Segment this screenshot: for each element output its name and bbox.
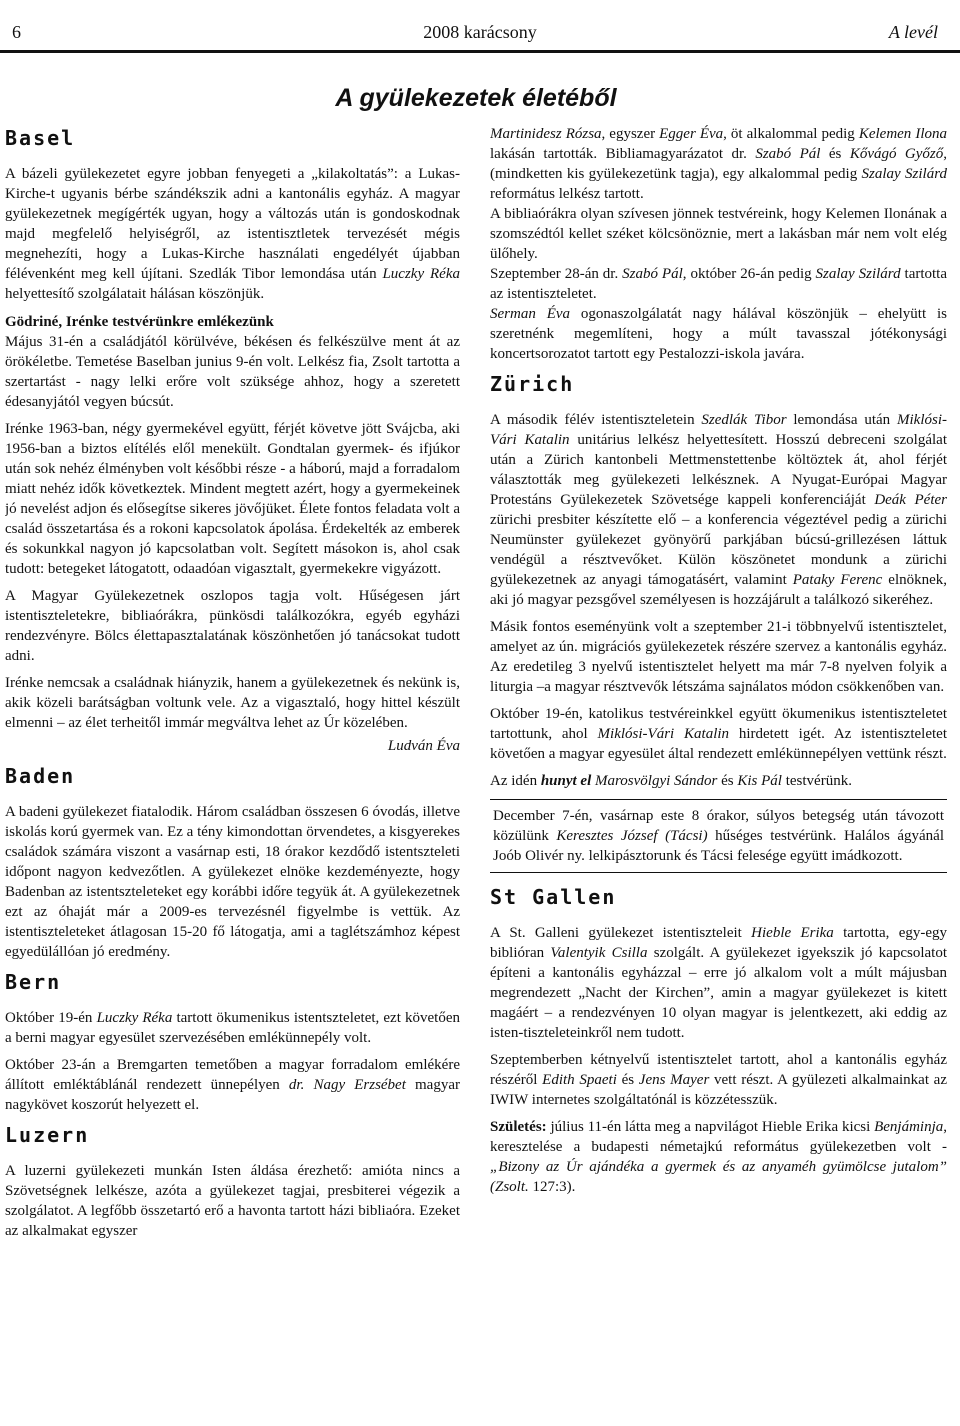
luzern-continued [490, 124, 947, 364]
quote: „Bizony az Úr ajándéka a gyermek és az anyaméh gyümölcse jutalom” (Zsolt. [490, 1159, 947, 1195]
page-header [0, 0, 960, 60]
stgallen-p2 [490, 1050, 947, 1110]
stgallen-p3 [490, 1117, 947, 1197]
text: július 11-én látta meg a napvilágot Hieble Erika kicsi [546, 1119, 875, 1135]
luzern-paragraph: A luzerni gyülekezeti munkán Isten áldása érezhető: amióta nincs a Szövetségnek lelkésze, azóta a gyülekezet tagjai, presbiterei végezik a szolgálatot. A legfőbb összetartó erő a havonta tartott házi bibliaóra. Ezeket az alkalmakat egyszer [5, 1163, 460, 1239]
name: Kelemen Ilona [858, 126, 947, 142]
bern-p2-a: Október 23-án a Bremgarten temetőben a magyar forradalom emlékére állított emléktáblánál rendezett ünnepélyen [5, 1057, 460, 1093]
text: unitárius lelkész helyettesített. Hosszú debreceni szolgálat után a Zürich kantonbeli Mettmenstettenbe költöztek át, ahol férjét választották meg gyülekezeti lelkésznek. A Nyugat-Európai Magyar Protestáns Gyülekezetek Szövetsége kappeli konferenciáját [490, 432, 947, 508]
text: hűséges testvérünk. Halálos ágyánál Joób Olivér ny. lelkipásztorunk és Tácsi felesége együtt imádkozott. [493, 828, 945, 864]
text: hirdetett igét. Az istentiszteletet követően a magyar egyesület által rendezett emlékünnepélyen vettünk részt. [490, 726, 947, 762]
publication-title: A levél [888, 22, 938, 42]
zurich-p1 [490, 410, 947, 610]
bern-p2-b: magyar nagykövet koszorút helyezett el. [5, 1077, 460, 1113]
text: A St. Galleni gyülekezet istentiszteleit [490, 925, 752, 941]
text: 127:3). [528, 1179, 576, 1195]
header-rule [0, 50, 960, 53]
left-column [5, 128, 460, 1426]
text: református lelkész tartott. [490, 186, 644, 202]
luzern-cont-p3 [490, 264, 947, 304]
basel-paragraph [5, 164, 460, 304]
text: és [616, 1072, 639, 1088]
name: Keresztes József (Tácsi) [556, 828, 708, 844]
text: vett részt. A gyülezeti alkalmainkat az IWIW internetes szolgáltatónál is közzétesszük. [490, 1072, 947, 1108]
basel-name: Luczky Réka [382, 266, 460, 282]
heading-stgallen: St Gallen [490, 885, 617, 909]
name: Deák Péter [874, 492, 947, 508]
name: Serman Éva [490, 306, 571, 322]
bern-p2-name: dr. Nagy Erzsébet [288, 1077, 406, 1093]
text: ogonaszolgálatát nagy hálával köszönjük – ehelyütt is szeretnénk megemlíteni, hogy a múlt tavasszal jótékonysági koncertsorozatot tartott egy Pestalozzi-iskola javára. [490, 306, 947, 362]
name: Szedlák Tibor [701, 412, 787, 428]
signature: Ludván Éva [387, 738, 460, 754]
page-number: 6 [12, 22, 21, 42]
luzern-cont-p1 [490, 124, 947, 204]
text: elnöknek, aki jó magyar pezsgővel személyesen is hozzájárult a találkozó sikeréhez. [490, 572, 947, 608]
text: Szeptember 28-án dr. [490, 266, 623, 282]
text: , (mindketten kis gyülekezetünk tagja), egy alkalommal pedig [490, 146, 947, 182]
obituary-box [490, 799, 947, 873]
name: Benjáminja [874, 1119, 944, 1135]
zurich-p4 [490, 771, 947, 791]
name: Szalay Szilárd [861, 166, 947, 182]
basel-text: A bázeli gyülekezetet egyre jobban fenyegeti a „kilakoltatás”: a Lukas-Kirche-t ugyanis bérbe szándékszik adni a kantonális egyház. A magyar gyülekezetnek megígérték ugyan, hogy a változás után is gondoskodnak majd megfelelő helyiségről, az istentisztletek tervezését mégis megnehezíti, hogy a Lukas-Kirche használati engedélyét újabban félévenként meg kell újítani. Szedlák Tibor lemondása után [5, 166, 460, 282]
bern-p1-b: tartott ökumenikus istentszteletet, ezt követően a berni magyar egyesület szervezésében emlékünnepély volt. [5, 1010, 460, 1046]
name: Jens Mayer [638, 1072, 710, 1088]
text: zürichi presbiter készítette elő – a konferencia végeztével pedig a zürichi Neumünster gyülekezet gyönyörű parkjában búcsú-grillezésen láttuk vendégül a résztvevőket. Külön köszönetet mondunk a zürichi gyülekezetnek az anyagi támogatásért, valamint [490, 512, 947, 588]
text: és [717, 773, 738, 789]
name: Hieble Erika [751, 925, 834, 941]
text: szolgált. A gyülekezet igyekszik jó kapcsolatot építeni a kantonális egyházzal – erre jó alkalom volt a múlt májusban megrendezett „Nacht der Kirchen”, amin a magyar gyülekezet is kitett magáért – a rendezvényen 10 olyan magyar is jelentkezett, aki eddig az isten-tiszteleteinkről nem tudott. [490, 945, 947, 1041]
heading-bern: Bern [5, 970, 62, 994]
basel-text-end: helyettesítő szolgálatait hálásan köszönjük. [5, 286, 265, 302]
luzern-cont-p2: A bibliaórákra olyan szívesen jönnek testvéreink, hogy Kelemen Ilonának a szomszédtól kellet széket kölcsönöznie, mert a lakásban már nem volt elég ülőhely. [490, 206, 947, 262]
name: Szabó Pál [755, 146, 821, 162]
text: , egyszer [601, 126, 660, 142]
text: tartotta az istentiszteletet. [490, 266, 947, 302]
godrine-p3: A Magyar Gyülekezetnek oszlopos tagja volt. Hűségesen járt istentiszteletekre, bibliaórákra, pünkösdi találkozókra, egyéb egyházi rendezvényre. Bölcs élettapasztalatának köszönhetően jó tanácsokat tudott adni. [5, 588, 460, 664]
text: tartotta, egy-egy biblióran [490, 925, 947, 961]
godrine-p4: Irénke nemcsak a családnak hiányzik, hanem a gyülekezetnek és nekünk is, akik közeli barátságban voltunk vele. Az a vigasztaló, hogy hittel készült elmenni – az élet terheitől immár megváltva lehet az Úr közelében. [5, 675, 460, 731]
text: és [820, 146, 850, 162]
name: Edith Spaeti [542, 1072, 617, 1088]
name: Kővágó Győző [849, 146, 944, 162]
name: Marosvölgyi Sándor [591, 773, 718, 789]
text: Szeptemberben kétnyelvű istentisztelet tartott, ahol a kantonális egyház részéről [490, 1052, 947, 1088]
text: testvérünk. [781, 773, 852, 789]
name: Szabó Pál [622, 266, 683, 282]
baden-paragraph: A badeni gyülekezet fiatalodik. Három családban összesen 6 óvodás, illetve iskolás korú gyermek van. Ez a tény kimondottan örvendetes, a kisgyerekes családok számára viszont a vasárnap esti, 18 órakor kezdődő istentszteleti időpont nagyon kedvezőtlen. A gyülekezet elnöke kezdeményezte, hogy Badenban az istentszteleteket egy korábbi időre tegyük át. A gyülekezetnek ezt az óhaját már a 2009-es tervezésnél figyelmbe is vettük. Az istentiszteleteket átlagosan 15-20 fő látogatja, ami a taglétszámhoz képest egyedülállóan jó eredmény. [5, 804, 460, 960]
zurich-p2: Másik fontos eseményünk volt a szeptember 21-i többnyelvű istentisztelet, amelyet az ún. migrációs gyülekezetek részére szervez a kantonális egyház. Az eredetileg 3 nyelvű istentisztelet helyett ma már 7-8 nyelven folyik a liturgia –a magyar résztvevők létszáma sajnálatos módon csökkenőben van. [490, 619, 947, 695]
issue-label: 2008 karácsony [423, 22, 537, 42]
name: Kis Pál [737, 773, 782, 789]
luzern-cont-p4 [490, 304, 947, 364]
heading-luzern: Luzern [5, 1123, 90, 1147]
godrine-p1: Május 31-én a családjától körülvéve, békésen és felkészülve ment át az örökéletbe. Temetése Baselban junius 9-én volt. Lelkész fia, Zsolt tartotta a szertartást - nagy lelki erőre volt szüksége ahhoz, hogy a szeretett édesanyjától vegyen búcsút. [5, 334, 460, 410]
text: Az idén [490, 773, 541, 789]
heading-godrine: Gödriné, Irénke testvérünkre emlékezünk [5, 314, 274, 330]
name: Martinidesz Rózsa [490, 126, 602, 142]
section-title: A gyülekezetek életéből [335, 84, 617, 112]
stgallen-p1 [490, 923, 947, 1043]
obituary-text [493, 806, 944, 866]
right-column [490, 124, 947, 1426]
bern-p1 [5, 1008, 460, 1048]
godrine-p2: Irénke 1963-ban, négy gyermekével együtt, férjét követve jött Svájcba, aki 1956-ban a biztos elítélés elől menekült. Gondtalan gyermek- és ifjúkor után sok nehéz élményben volt későbbi része - a háború, majd a forradalom miatt nehéz idők következtek. Mindent megtett azért, hogy a gyermekeinek jó nevelést adjon és elősegítse sikeres jövőjüket. Élete fontos feladata volt a család összetartása és a rokoni kapcsolatok ápolása. Érdekelték az emberek és sokunkkal nagyon jó kapcsolatban volt. Segített másokon is, ahol csak tudott: betegeket látogatott, odaadóan vigasztalt, gyermekekre vigyázott. [5, 421, 460, 577]
bold-text: hunyt el [540, 773, 592, 789]
text: A második félév istentiszteletein [490, 412, 702, 428]
text: lemondása után [786, 412, 897, 428]
name: Valentyik Csilla [550, 945, 648, 961]
heading-basel: Basel [5, 128, 76, 150]
name: Miklósi-Vári Katalin [490, 412, 947, 448]
bold-label: Születés: [490, 1119, 547, 1135]
name: Miklósi-Vári Katalin [597, 726, 730, 742]
text: , öt alkalommal pedig [723, 126, 859, 142]
name: Egger Éva [659, 126, 724, 142]
heading-zurich: Zürich [490, 372, 575, 396]
text: , keresztelése a budapesti németajkú református gyülekezetben volt - [490, 1119, 947, 1155]
bern-p1-name: Luczky Réka [96, 1010, 173, 1026]
text: December 7-én, vasárnap este 8 órakor, súlyos betegség után távozott közülünk [493, 808, 944, 844]
zurich-p3 [490, 704, 947, 764]
name: Pataky Ferenc [792, 572, 883, 588]
bern-p2 [5, 1055, 460, 1115]
text: lakásán tartották. Bibliamagyarázatot dr. [490, 146, 756, 162]
heading-baden: Baden [5, 764, 76, 788]
text: , október 26-án pedig [682, 266, 816, 282]
text: Október 19-én, katolikus testvéreinkkel együtt ökumenikus istentiszteletet tartottunk, ahol [490, 706, 947, 742]
name: Szalay Szilárd [815, 266, 901, 282]
bern-p1-a: Október 19-én [5, 1010, 97, 1026]
